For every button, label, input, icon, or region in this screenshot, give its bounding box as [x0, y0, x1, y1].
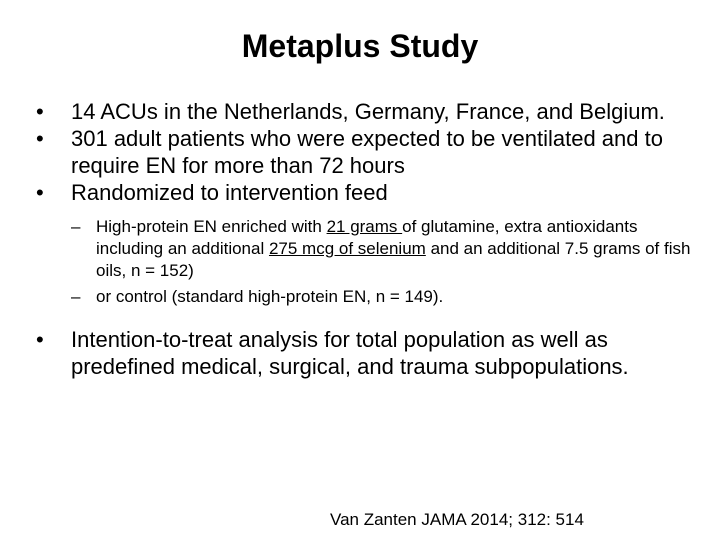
sub-bullet-text: High-protein EN enriched with	[96, 217, 327, 236]
sub-bullet-text: of glutamine, extra antioxidants including an additional	[96, 217, 638, 258]
bullet-icon: •	[36, 126, 44, 151]
bullet-text: Randomized to intervention feed	[71, 180, 388, 205]
citation: Van Zanten JAMA 2014; 312: 514	[330, 510, 584, 529]
bullet-text: 14 ACUs in the Netherlands, Germany, France, and Belgium.	[71, 99, 665, 124]
bullet-icon: •	[36, 99, 44, 124]
bullet-item-patients	[36, 125, 706, 179]
bullet-list	[36, 98, 706, 380]
sub-bullet-intervention	[71, 216, 706, 282]
underlined-selenium-dose: 275 mcg of selenium	[268, 239, 426, 258]
bullet-item-randomized	[36, 179, 706, 308]
slide-title: Metaplus Study	[241, 28, 479, 64]
dash-icon: –	[71, 217, 81, 236]
bullet-text: 301 adult patients who were expected to be ventilated and to require EN for more than 72 hours	[71, 126, 663, 178]
bullet-text: Intention-to-treat analysis for total population as well as predefined medical, surgical, and trauma subpopulations.	[71, 327, 629, 379]
dash-icon: –	[71, 287, 81, 306]
bullet-item-analysis	[36, 326, 706, 380]
bullet-icon: •	[36, 180, 44, 205]
bullet-icon: •	[36, 327, 44, 352]
bullet-item-sites	[36, 98, 706, 125]
underlined-glutamine-dose: 21 grams	[326, 217, 403, 236]
sub-bullet-text: or control (standard high-protein EN, n = 149).	[96, 287, 444, 306]
sub-bullet-text: and an additional 7.5 grams of fish oils, n = 152)	[96, 239, 691, 280]
sub-bullet-list	[71, 216, 706, 308]
sub-bullet-control	[71, 286, 706, 308]
